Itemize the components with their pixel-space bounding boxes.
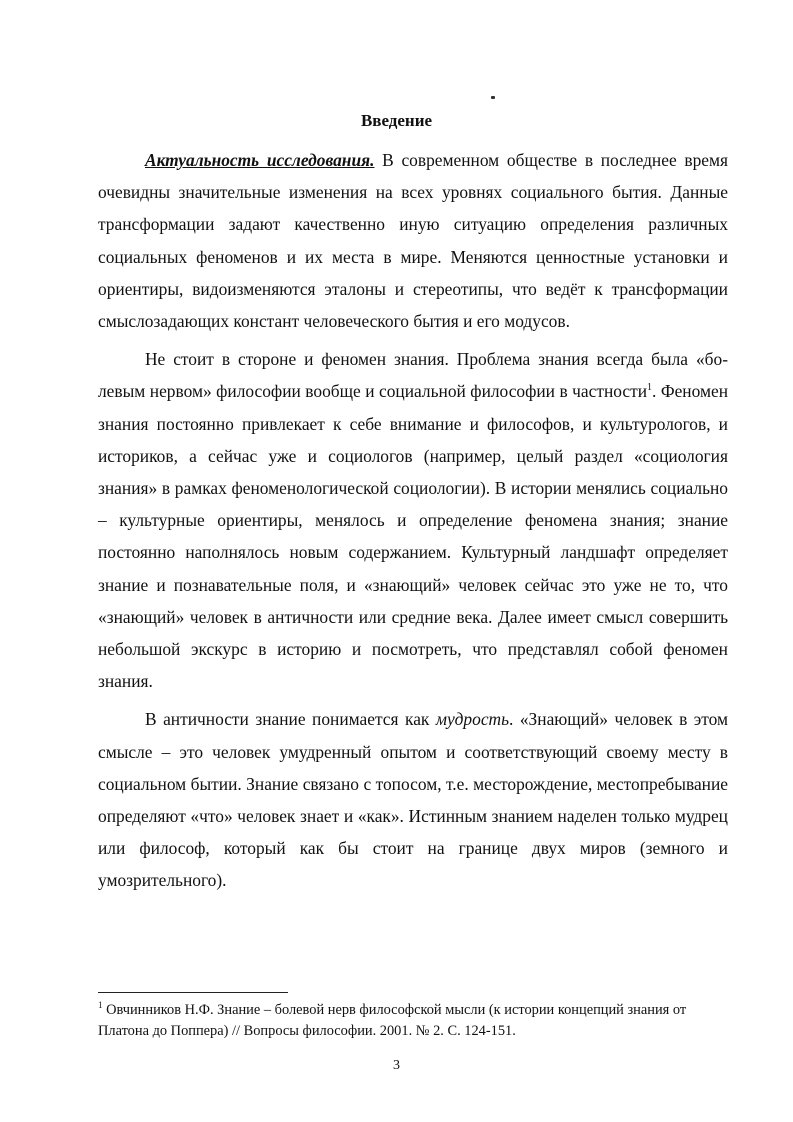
footnote-text: Овчинников Н.Ф. Знание – болевой нерв философской мысли (к истории концепций знания от Платона до Поппера) // Вопросы философии. 2001. № 2. С. 124-151. [98, 1002, 687, 1039]
body-text [98, 144, 728, 903]
paragraph-antiquity-text: В античности знание понимается как [145, 709, 436, 730]
paragraph-antiquity [98, 703, 728, 896]
paragraph-relevance-text: В современном обществе в последнее время очевидны значительные изменения на всех уровнях социального бытия. Данные трансформации задают качественно иную ситуацию определения различных социальных феноменов и их места в мире. Меняются ценностные установки и ориентиры, видоизменяются эталоны и стереотипы, что ведёт к трансформации смыслозадающих констант человеческого бытия и его модусов. [98, 150, 728, 332]
paragraph-relevance [98, 144, 728, 337]
wisdom-term: мудрость [435, 709, 510, 730]
paragraph-knowledge-text: Не стоит в стороне и феномен знания. Проблема знания всегда была «болевым нервом» философии вообще и социальной философии в частности [98, 349, 728, 402]
footnote-reference: 1 [647, 382, 653, 394]
scan-artifact [491, 96, 495, 99]
footnote [98, 1000, 698, 1042]
section-heading: Введение [360, 111, 433, 130]
footnote-marker: 1 [98, 1000, 103, 1011]
footnote-separator [98, 992, 288, 993]
paragraph-knowledge-phenomenon [98, 343, 728, 697]
page-number: 3 [393, 1058, 400, 1073]
relevance-lead-phrase: Актуальность исследования. [145, 150, 375, 170]
paragraph-knowledge-text-continued: . Феномен знания постоянно привлекает к себе внимание и философов, и культурологов, и историков, а сейчас уже и социологов (например, целый раздел «социология знания» в рамках феноменологической социологии). В истории менялись социально – культурные ориентиры, менялось и определение феномена знания; знание постоянно наполнялось новым содержанием. Культурный ландшафт определяет знание и познавательные поля, и «знающий» человек сейчас это уже не то, что «знающий» человек в античности или средние века. Далее имеет смысл совершить небольшой экскурс в историю и посмотреть, что представлял собой феномен знания. [98, 381, 729, 692]
paragraph-antiquity-text-continued: . «Знающий» человек в этом смысле – это человек умудренный опытом и соответствующий своему месту в социальном бытии. Знание связано с топосом, т.е. месторождение, местопребывание определяют «что» человек знает и «как». Истинным знанием наделен только мудрец или философ, который как бы стоит на границе двух миров (земного и умозрительного). [98, 709, 728, 891]
